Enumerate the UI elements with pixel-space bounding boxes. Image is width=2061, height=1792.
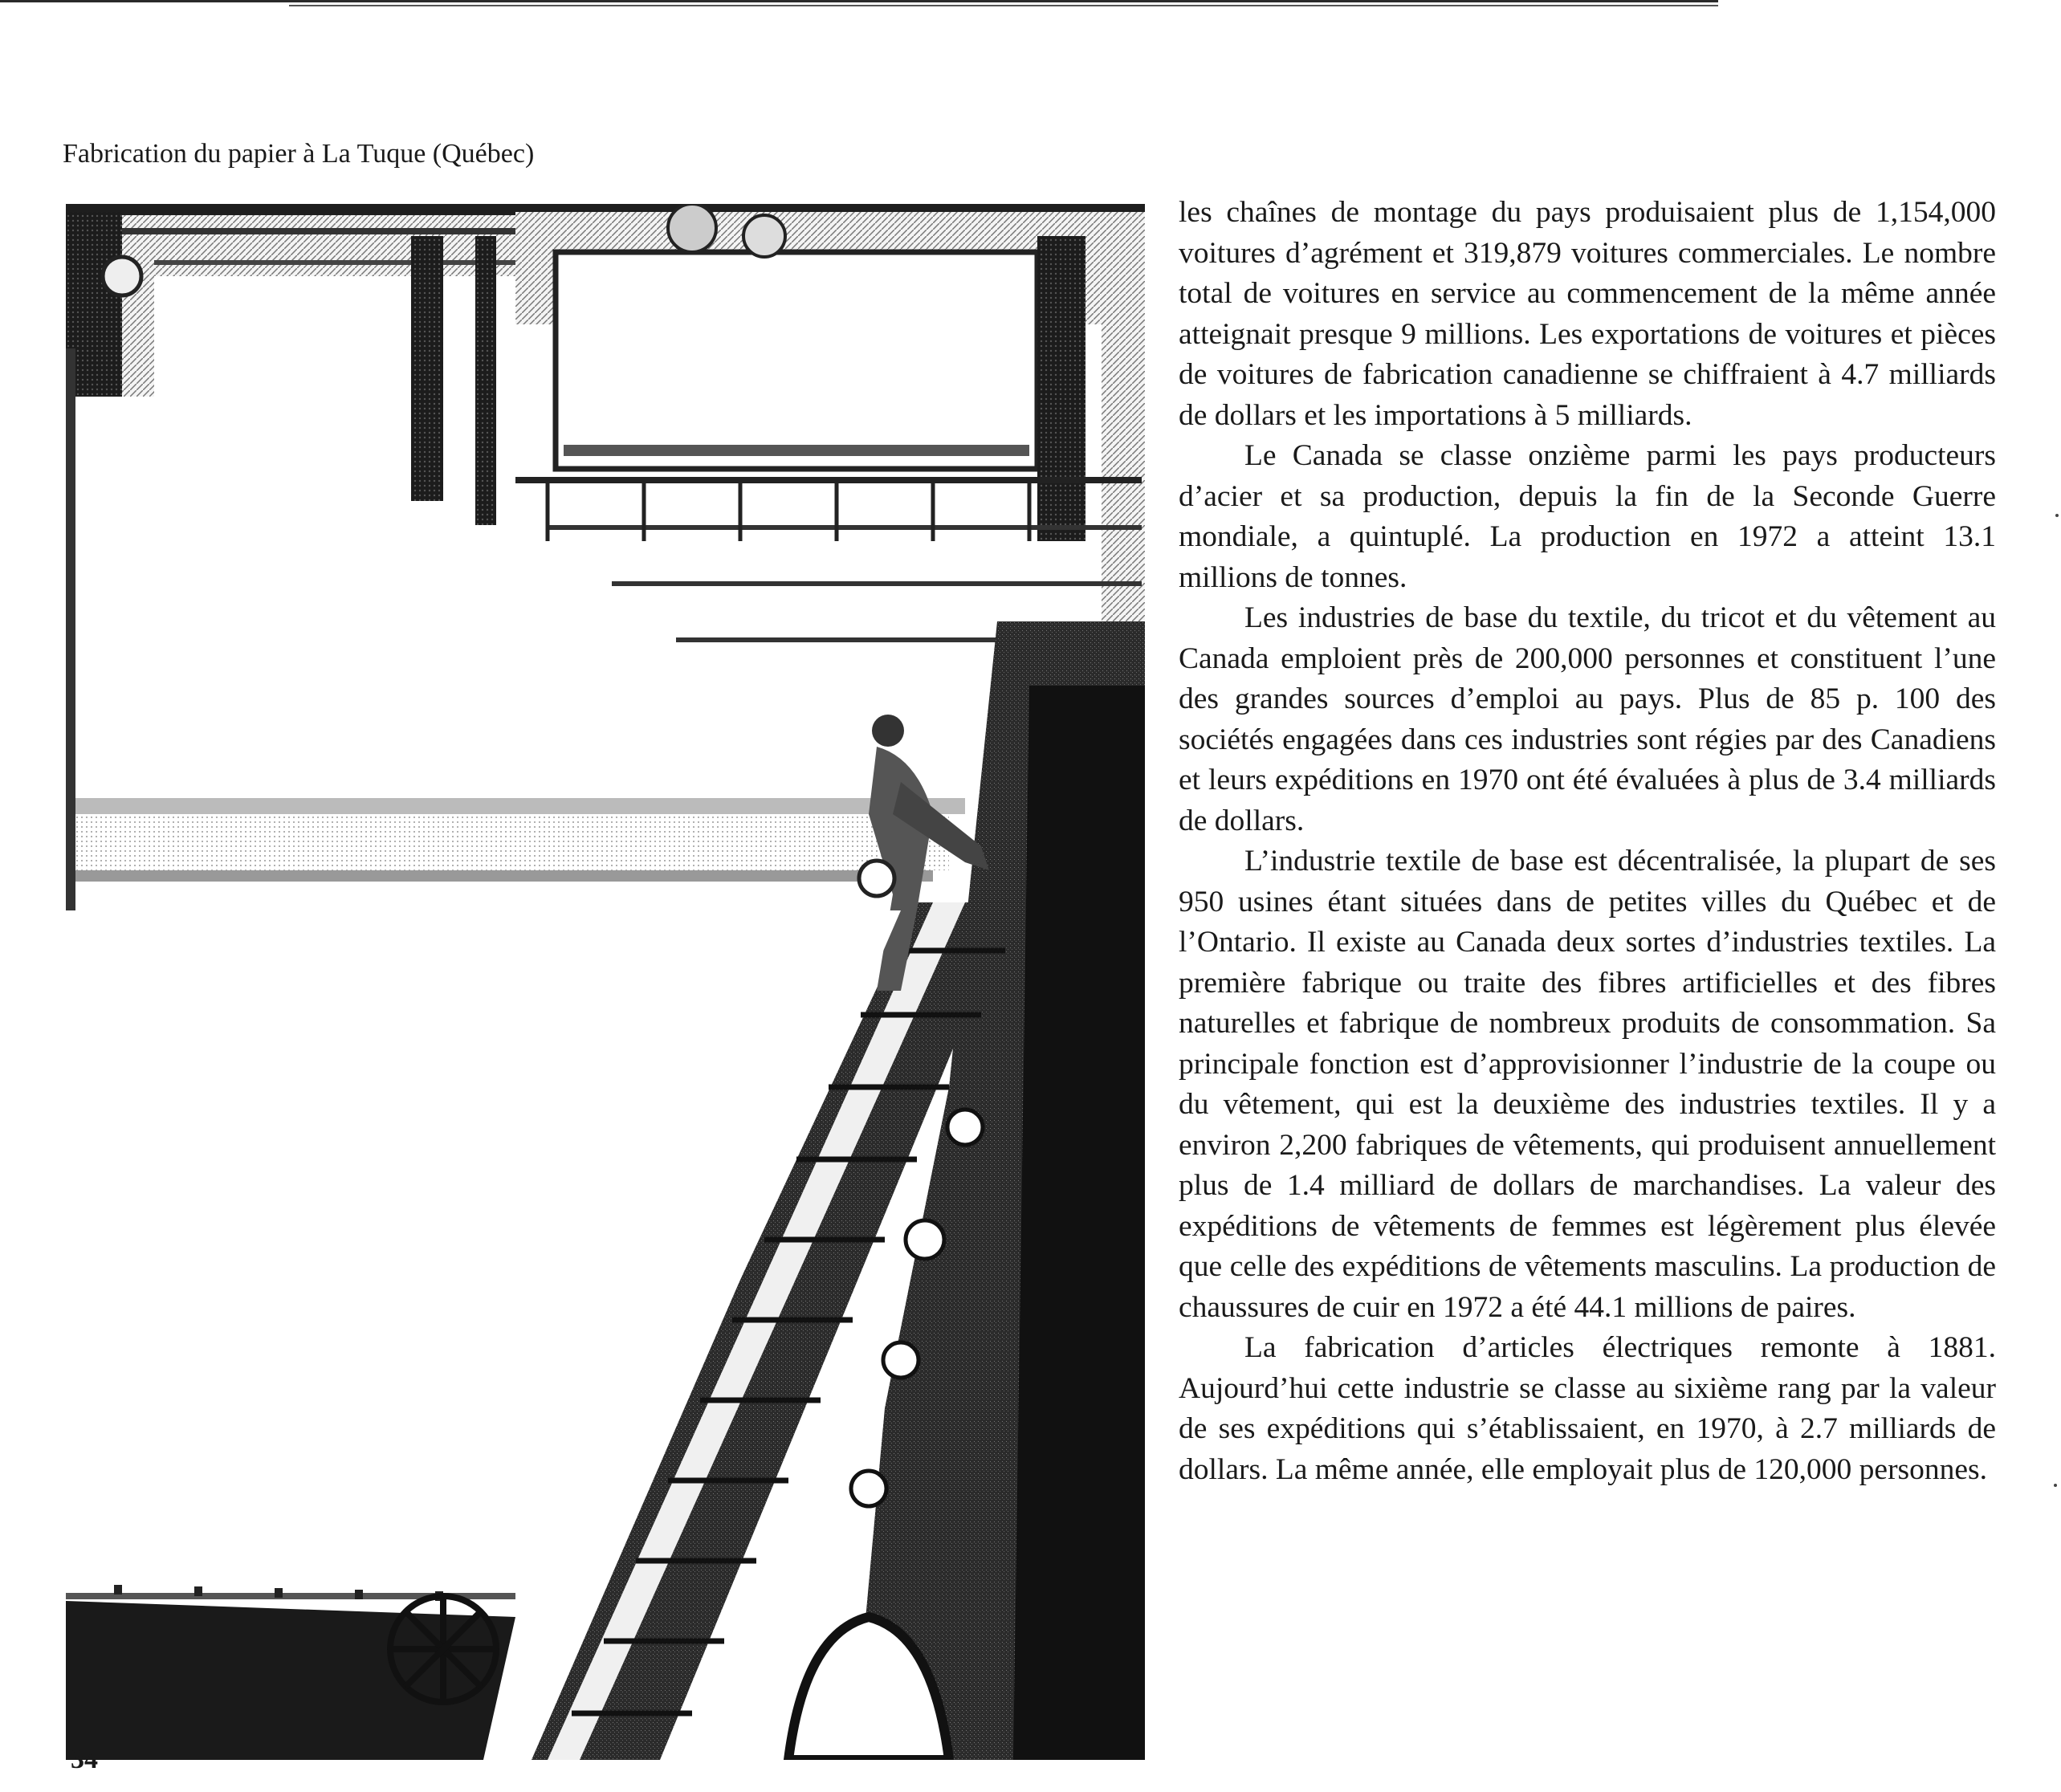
body-paragraph: Les industries de base du textile, du tricot et du vêtement au Canada emploient près de 200,000 personnes et constituent l’une des grandes sources d’emploi au pays. Plus de 85 p. 100 des sociétés engagées dans ces industries sont régies par des Canadiens et leurs expéditions en 1970 ont été évaluées à plus de 3.4 milliards de dollars. <box>1179 601 1996 837</box>
body-paragraph: Le Canada se classe onzième parmi les pays producteurs d’acier et sa production, depuis la fin de la Seconde Guerre mondiale, a quintuplé. La production en 1972 a atteint 13.1 millions de tonnes. <box>1179 439 1996 594</box>
paper-machine-illustration <box>66 204 1145 1760</box>
body-paragraph: L’industrie textile de base est décentralisée, la plupart de ses 950 usines étant situées dans de petites villes du Québec et de l’Ontario. Il existe au Canada deux sortes d’industries textiles. La première fabrique ou traite des fibres artificielles et des fibres naturelles et fabrique de nombreux produits de consommation. Sa principale fonction est d’approvisionner l’industrie de la coupe ou du vêtement, qui est la deuxième des industries textiles. Il y a environ 2,200 fabriques de vêtements, qui produisent annuellement plus de 1.4 milliard de dollars de marchandises. La valeur des expéditions de vêtements de femmes est légèrement plus élevée que celle des expéditions de vêtements masculins. La production de chaussures de cuir en 1972 a été 44.1 millions de paires. <box>1179 845 1996 1324</box>
paper-mill-photo <box>66 204 1145 1760</box>
body-paragraph: La fabrication d’articles électriques remonte à 1881. Aujourd’hui cette industrie se classe au sixième rang par la valeur de ses expéditions qui s’établissaient, en 1970, à 2.7 milliards de dollars. La même année, elle employait plus de 120,000 personnes. <box>1179 1331 1996 1486</box>
scan-speck <box>2055 514 2059 517</box>
page-number: 34 <box>71 1745 98 1774</box>
top-rule <box>0 0 1718 2</box>
scan-speck <box>2054 1484 2057 1487</box>
top-rule-secondary <box>289 5 1718 6</box>
hand-wheel <box>390 1596 496 1702</box>
body-text-column <box>1179 193 1996 1490</box>
body-paragraph: les chaînes de montage du pays produisaient plus de 1,154,000 voitures d’agrément et 319,879 voitures commerciales. Le nombre total de voitures en service au commencement de la même année atteignait presque 9 millions. Les exportations de voitures et pièces de voitures de fabrication canadienne se chiffraient à 4.7 milliards de dollars et les importations à 5 milliards. <box>1179 196 1996 432</box>
photo-caption: Fabrication du papier à La Tuque (Québec) <box>63 139 535 169</box>
